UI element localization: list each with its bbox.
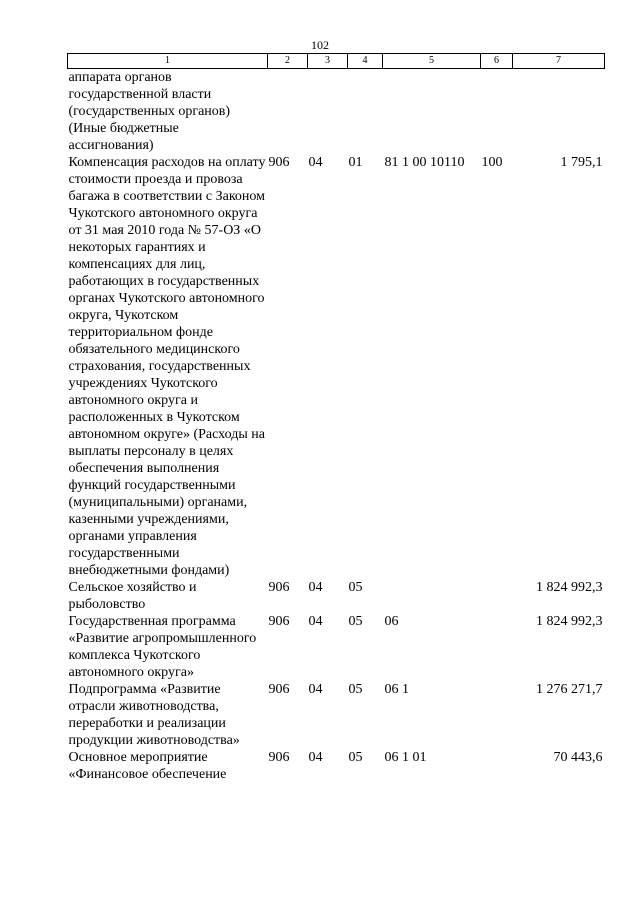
table-header (68, 54, 605, 69)
row-csr (383, 579, 481, 613)
header-col-6: 6 (481, 54, 513, 69)
header-col-3: 3 (308, 54, 348, 69)
row-csr: 06 (384, 614, 399, 629)
header-col-7: 7 (513, 54, 605, 69)
table-row (68, 613, 605, 681)
table-row (68, 749, 605, 783)
row-rz: 04 (308, 750, 323, 765)
row-rz (308, 69, 348, 155)
table-row (68, 69, 605, 155)
table-row (68, 681, 605, 749)
row-sum: 1 795,1 (560, 155, 603, 170)
header-col-1: 1 (68, 54, 268, 69)
row-vr (481, 681, 513, 749)
row-rz: 04 (308, 614, 323, 629)
row-vr (481, 749, 513, 783)
row-grbs: 906 (268, 750, 290, 765)
row-pr: 05 (348, 614, 363, 629)
header-col-5: 5 (383, 54, 481, 69)
row-sum: 1 824 992,3 (536, 580, 603, 595)
header-col-2: 2 (268, 54, 308, 69)
table-row (68, 154, 605, 579)
row-name: Подпрограмма «Развитие отрасли животноводства, переработки и реализации продукции животноводства» (68, 682, 240, 748)
row-name: Сельское хозяйство и рыболовство (68, 580, 197, 612)
row-rz: 04 (308, 580, 323, 595)
table-row (68, 579, 605, 613)
row-name: Основное мероприятие «Финансовое обеспечение (68, 750, 227, 782)
row-name: Государственная программа «Развитие агропромышленного комплекса Чукотского автономного округа» (68, 614, 257, 680)
row-vr (481, 613, 513, 681)
page-number: 102 (311, 38, 329, 52)
row-csr: 06 1 01 (384, 750, 427, 765)
row-name: аппарата органов государственной власти (государственных органов) (Иные бюджетные ассигнования) (68, 70, 231, 153)
header-col-4: 4 (348, 54, 383, 69)
row-sum (513, 69, 605, 155)
row-rz: 04 (308, 155, 323, 170)
row-grbs (268, 69, 308, 155)
table-body (68, 69, 605, 784)
row-grbs: 906 (268, 614, 290, 629)
row-grbs: 906 (268, 580, 290, 595)
budget-table (67, 53, 605, 783)
row-rz: 04 (308, 682, 323, 697)
row-sum: 1 824 992,3 (536, 614, 603, 629)
row-csr (383, 69, 481, 155)
row-pr: 05 (348, 750, 363, 765)
row-name: Компенсация расходов на оплату стоимости проезда и провоза багажа в соответствии с Законом Чукотского автономного округа от 31 мая 2010 года № 57-ОЗ «О некоторых гарантиях и компенсациях для лиц, работающих в государственных органах Чукотского автономного округа, Чукотском территориальном фонде обязательного медицинского страхования, государственных учреждениях Чукотского автономного округа и расположенных в Чукотском автономном округе» (Расходы на выплаты персоналу в целях обеспечения выполнения функций государственными (муниципальными) органами, казенными учреждениями, органами управления государственными внебюджетными фондами) (68, 155, 266, 578)
row-grbs: 906 (268, 155, 290, 170)
row-pr (348, 69, 383, 155)
row-sum: 70 443,6 (553, 750, 603, 765)
row-sum: 1 276 271,7 (536, 682, 603, 697)
row-pr: 05 (348, 580, 363, 595)
row-grbs: 906 (268, 682, 290, 697)
row-pr: 05 (348, 682, 363, 697)
row-pr: 01 (348, 155, 363, 170)
row-vr (481, 579, 513, 613)
row-vr: 100 (481, 155, 503, 170)
row-csr: 81 1 00 10110 (384, 155, 465, 170)
row-csr: 06 1 (384, 682, 409, 697)
row-vr (481, 69, 513, 155)
